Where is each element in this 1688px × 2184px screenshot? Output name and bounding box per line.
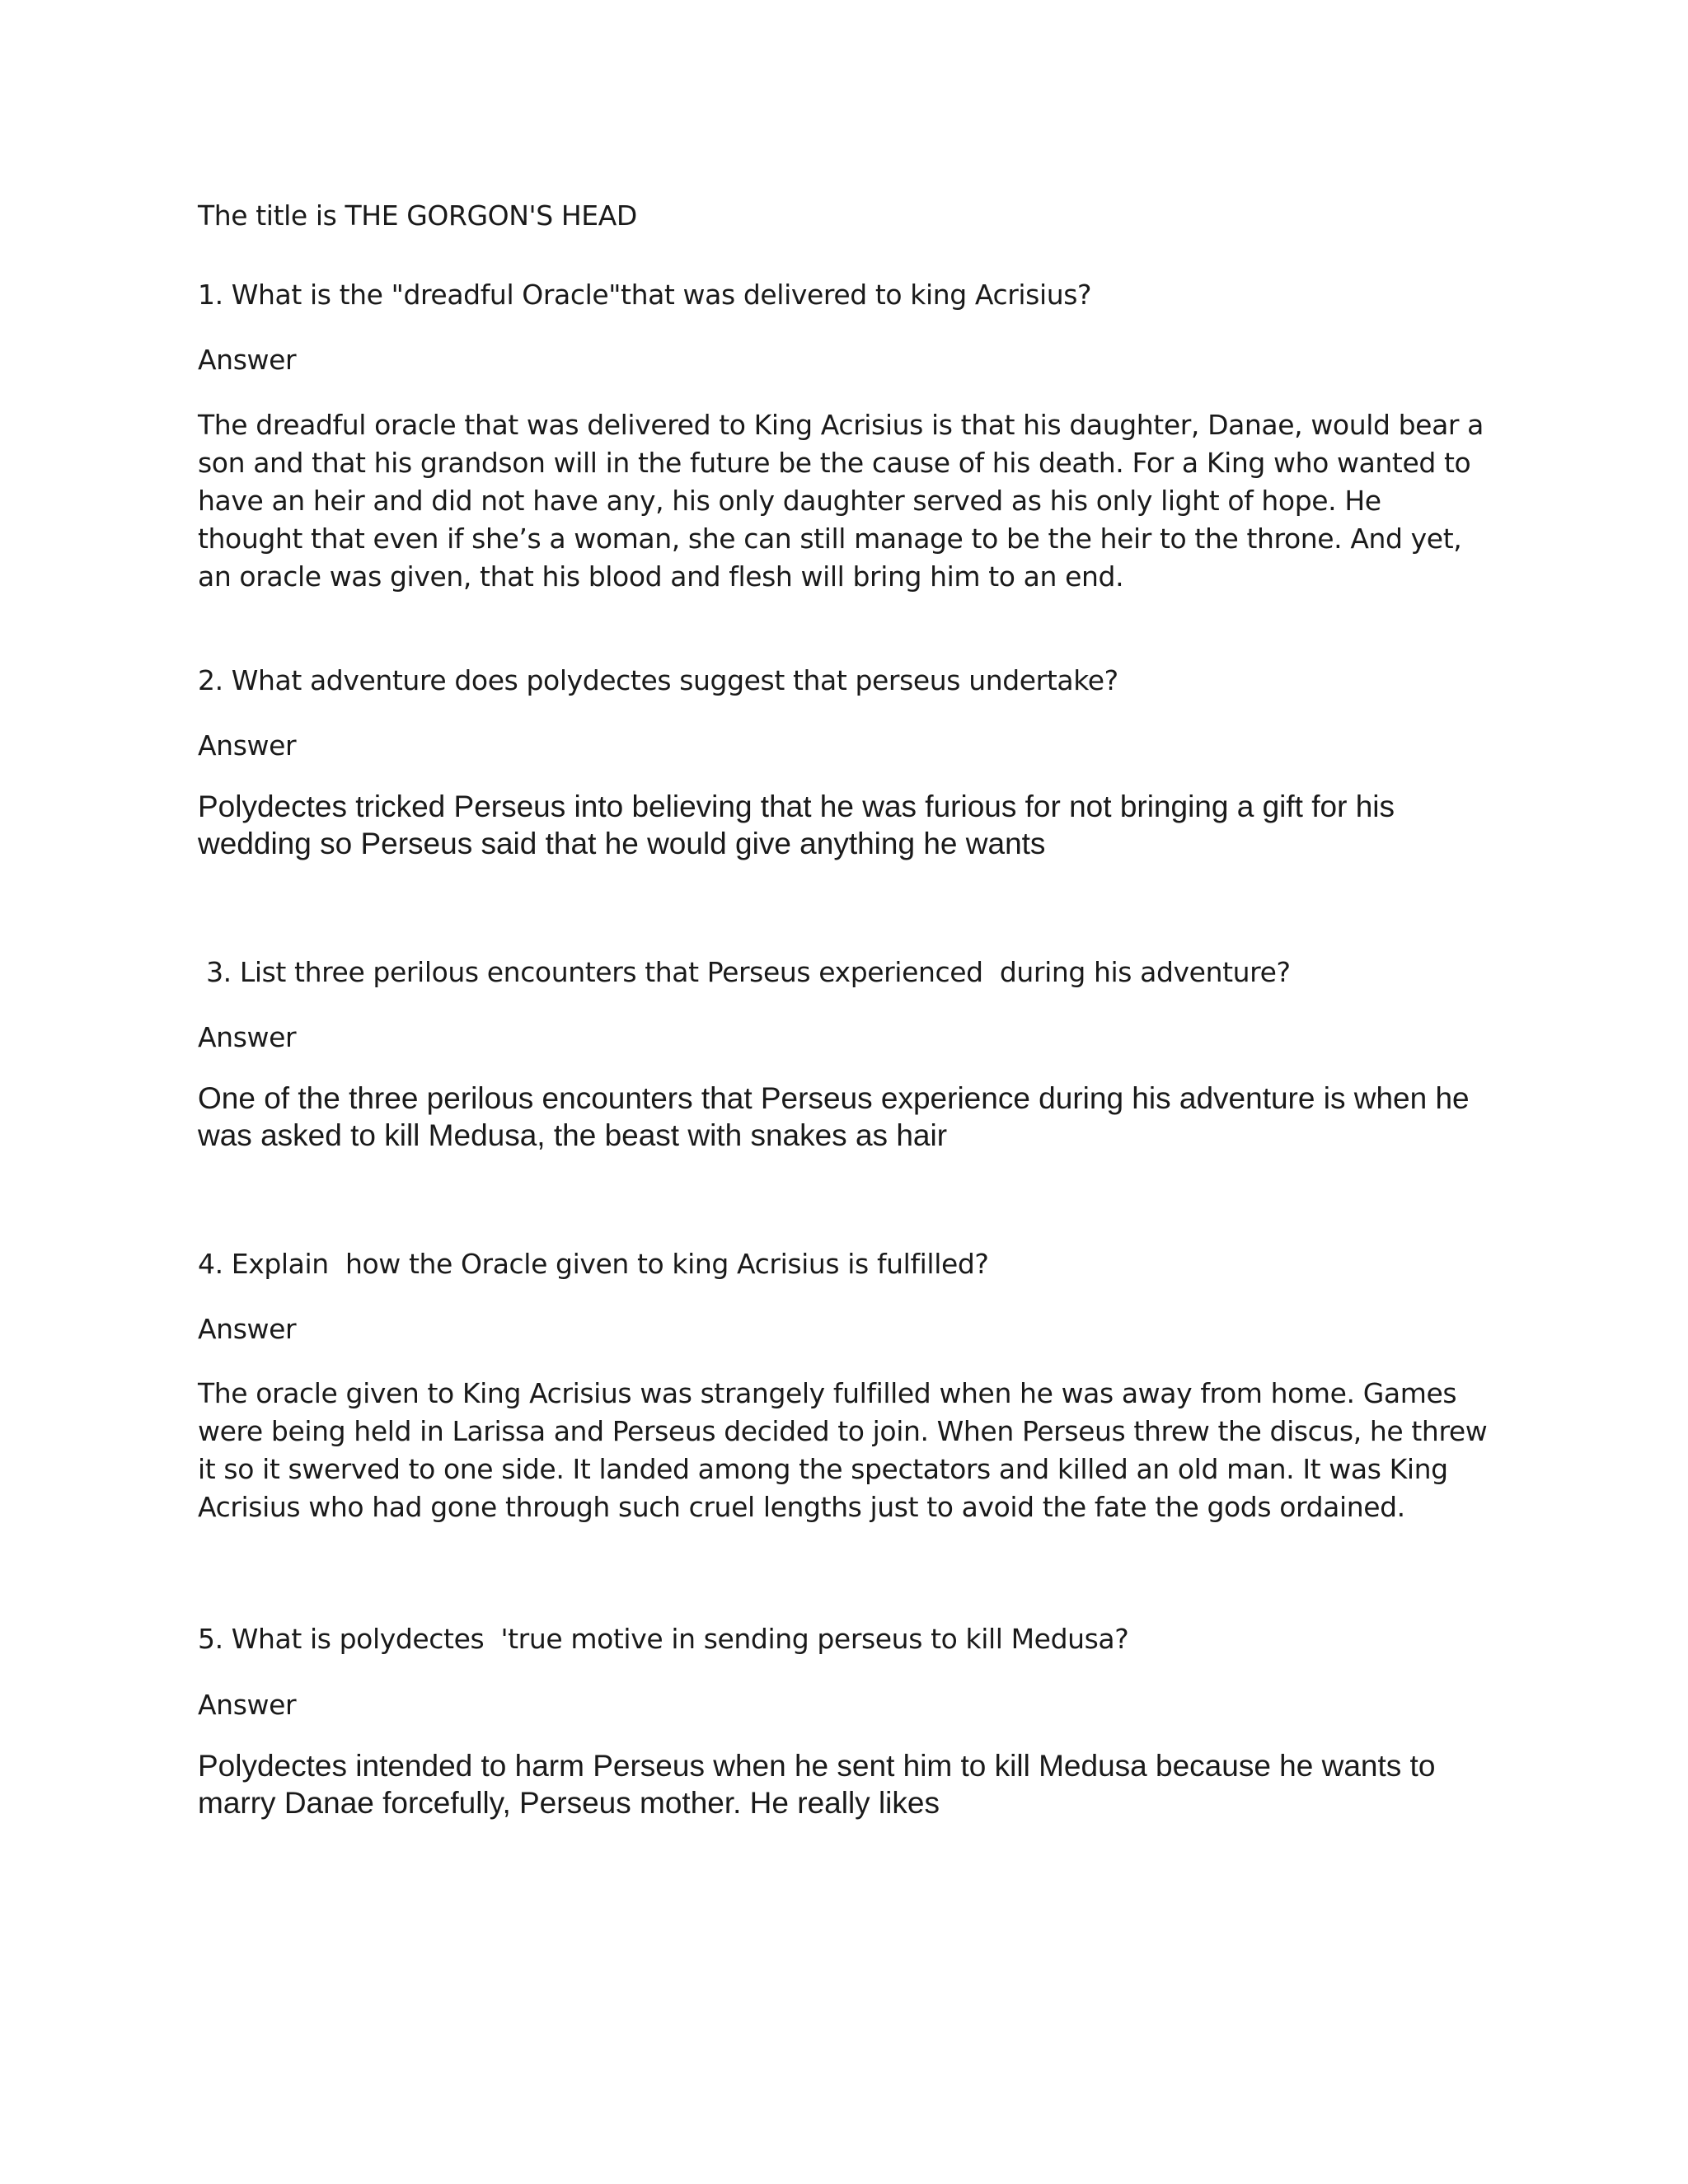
question-5: 5. What is polydectes 'true motive in sending perseus to kill Medusa? (198, 1623, 1129, 1655)
document-title: The title is THE GORGON'S HEAD (198, 199, 637, 232)
answer-label-3: Answer (198, 1021, 297, 1053)
answer-label-2: Answer (198, 729, 297, 762)
answer-2: Polydectes tricked Perseus into believing that he was furious for not bringing a gift for his wedding so Perseus said that he would give anything he wants (198, 790, 1395, 860)
answer-label-5: Answer (198, 1689, 297, 1721)
question-2: 2. What adventure does polydectes suggest that perseus undertake? (198, 664, 1118, 696)
question-3: 3. List three perilous encounters that Perseus experienced during his adventure? (198, 956, 1291, 988)
answer-3: One of the three perilous encounters that Perseus experience during his adventure is when he was asked to kill Medusa, the beast with snakes as hair (198, 1081, 1470, 1152)
answer-5: Polydectes intended to harm Perseus when he sent him to kill Medusa because he wants to marry Danae forcefully, Perseus mother. He really likes (198, 1749, 1436, 1820)
question-1: 1. What is the "dreadful Oracle"that was delivered to king Acrisius? (198, 279, 1092, 311)
answer-label-4: Answer (198, 1313, 297, 1345)
answer-1: The dreadful oracle that was delivered to King Acrisius is that his daughter, Danae, would bear a son and that his grandson will in the future be the cause of his death. For a King who wanted to have an heir and did not have any, his only daughter served as his only light of hope. He thought that even if she’s a woman, she can still manage to be the heir to the throne. And yet, an oracle was given, that his blood and flesh will bring him to an end. (198, 409, 1484, 593)
answer-label-1: Answer (198, 344, 297, 376)
answer-4: The oracle given to King Acrisius was strangely fulfilled when he was away from home. Games were being held in Larissa and Perseus decided to join. When Perseus threw the discus, he threw it so it swerved to one side. It landed among the spectators and killed an old man. It was King Acrisius who had gone through such cruel lengths just to avoid the fate the gods ordained. (198, 1377, 1488, 1523)
question-4: 4. Explain how the Oracle given to king Acrisius is fulfilled? (198, 1248, 989, 1280)
